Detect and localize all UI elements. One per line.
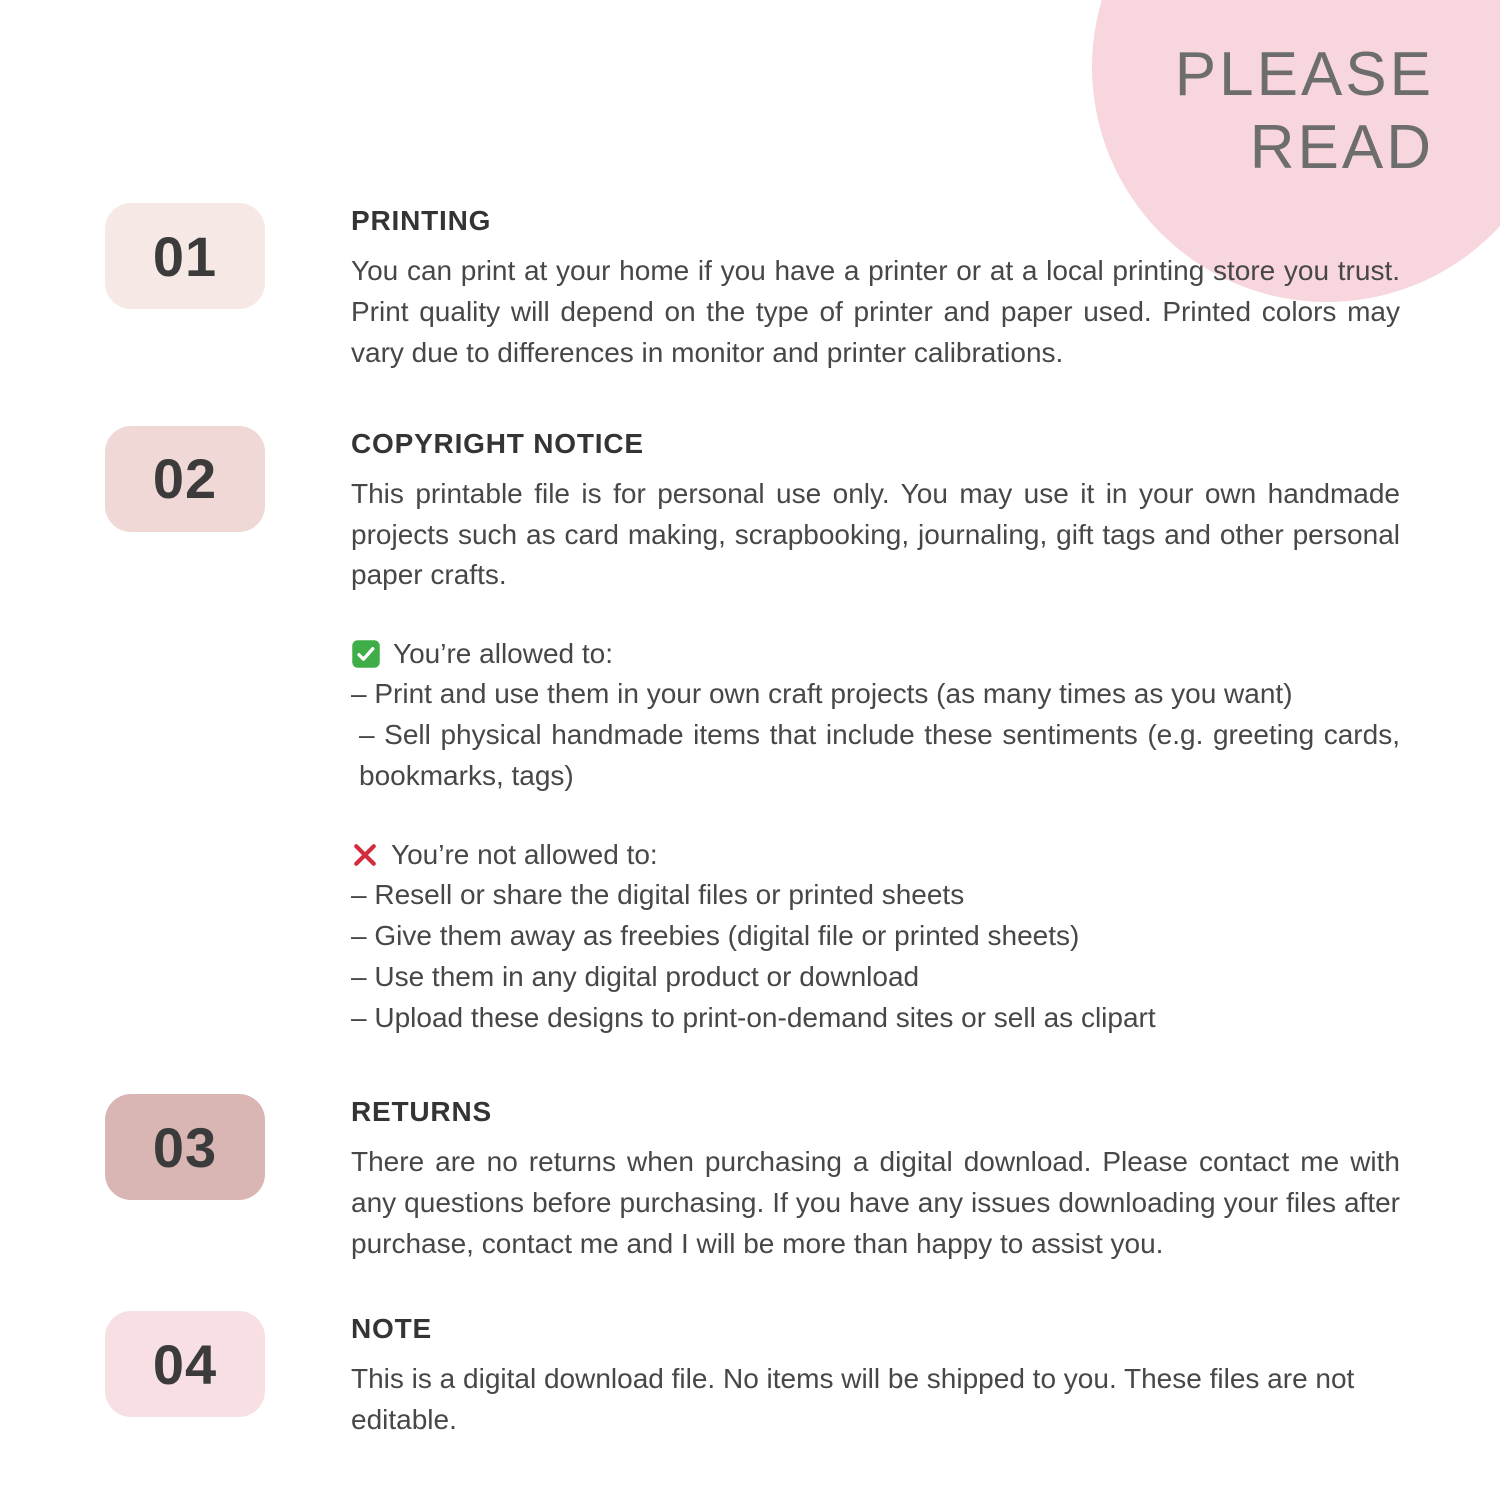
section-03-number: 03 bbox=[152, 1115, 218, 1179]
section-01-body: You can print at your home if you have a printer or at a local printing store you trust. Print quality will depend on the type of printer and paper used. Printed colors may vary due to differences in monitor and printer calibrations. bbox=[351, 255, 1400, 368]
please-read-line1: PLEASE bbox=[1174, 40, 1434, 109]
cross-icon bbox=[351, 841, 379, 869]
section-02-number: 02 bbox=[152, 447, 218, 511]
section-printing bbox=[0, 203, 1500, 374]
section-01-number: 01 bbox=[152, 224, 218, 288]
not-allowed-label: You’re not allowed to: bbox=[391, 838, 658, 870]
section-03-body: There are no returns when purchasing a digital download. Please contact me with any questions before purchasing. If you have any issues downloading your files after purchase, contact me and I will be more than happy to assist you. bbox=[351, 1146, 1400, 1260]
section-04-number: 04 bbox=[152, 1332, 218, 1396]
section-01-badge bbox=[105, 203, 265, 309]
section-04-badge bbox=[105, 1311, 265, 1417]
not-allowed-list bbox=[351, 839, 1400, 1039]
section-03-title: RETURNS bbox=[351, 1096, 492, 1128]
not-allowed-list-header bbox=[351, 839, 1400, 871]
not-allowed-item: – Give them away as freebies (digital file or printed sheets) bbox=[351, 919, 1080, 951]
allowed-item: – Sell physical handmade items that include these sentiments (e.g. greeting cards, bookmarks, tags) bbox=[359, 719, 1400, 791]
section-02-title: COPYRIGHT NOTICE bbox=[351, 427, 644, 459]
section-03-badge bbox=[105, 1094, 265, 1200]
section-returns bbox=[0, 1094, 1500, 1265]
section-02-badge bbox=[105, 426, 265, 532]
section-02-content bbox=[351, 426, 1400, 1039]
section-04-title: NOTE bbox=[351, 1313, 432, 1344]
not-allowed-item: – Resell or share the digital files or printed sheets bbox=[351, 878, 965, 910]
not-allowed-item: – Use them in any digital product or download bbox=[351, 960, 920, 992]
section-note bbox=[0, 1311, 1500, 1441]
section-04-body: This is a digital download file. No items will be shipped to you. These files are not editable. bbox=[351, 1363, 1355, 1435]
allowed-list-header bbox=[351, 638, 1400, 670]
allowed-item: – Print and use them in your own craft projects (as many times as you want) bbox=[351, 678, 1293, 710]
allowed-list bbox=[351, 638, 1400, 797]
please-read-line2: READ bbox=[1249, 113, 1434, 183]
section-01-title: PRINTING bbox=[351, 205, 492, 236]
section-04-content bbox=[351, 1311, 1400, 1441]
section-01-content bbox=[351, 203, 1400, 374]
not-allowed-item: – Upload these designs to print-on-demand sites or sell as clipart bbox=[351, 1001, 1156, 1033]
check-icon bbox=[351, 639, 381, 669]
section-03-content bbox=[351, 1094, 1400, 1265]
section-02-intro: This printable file is for personal use only. You may use it in your own handmade projects such as card making, scrapbooking, journaling, gift tags and other personal paper crafts. bbox=[351, 477, 1400, 591]
section-copyright bbox=[0, 426, 1500, 1039]
allowed-label: You’re allowed to: bbox=[393, 638, 614, 670]
